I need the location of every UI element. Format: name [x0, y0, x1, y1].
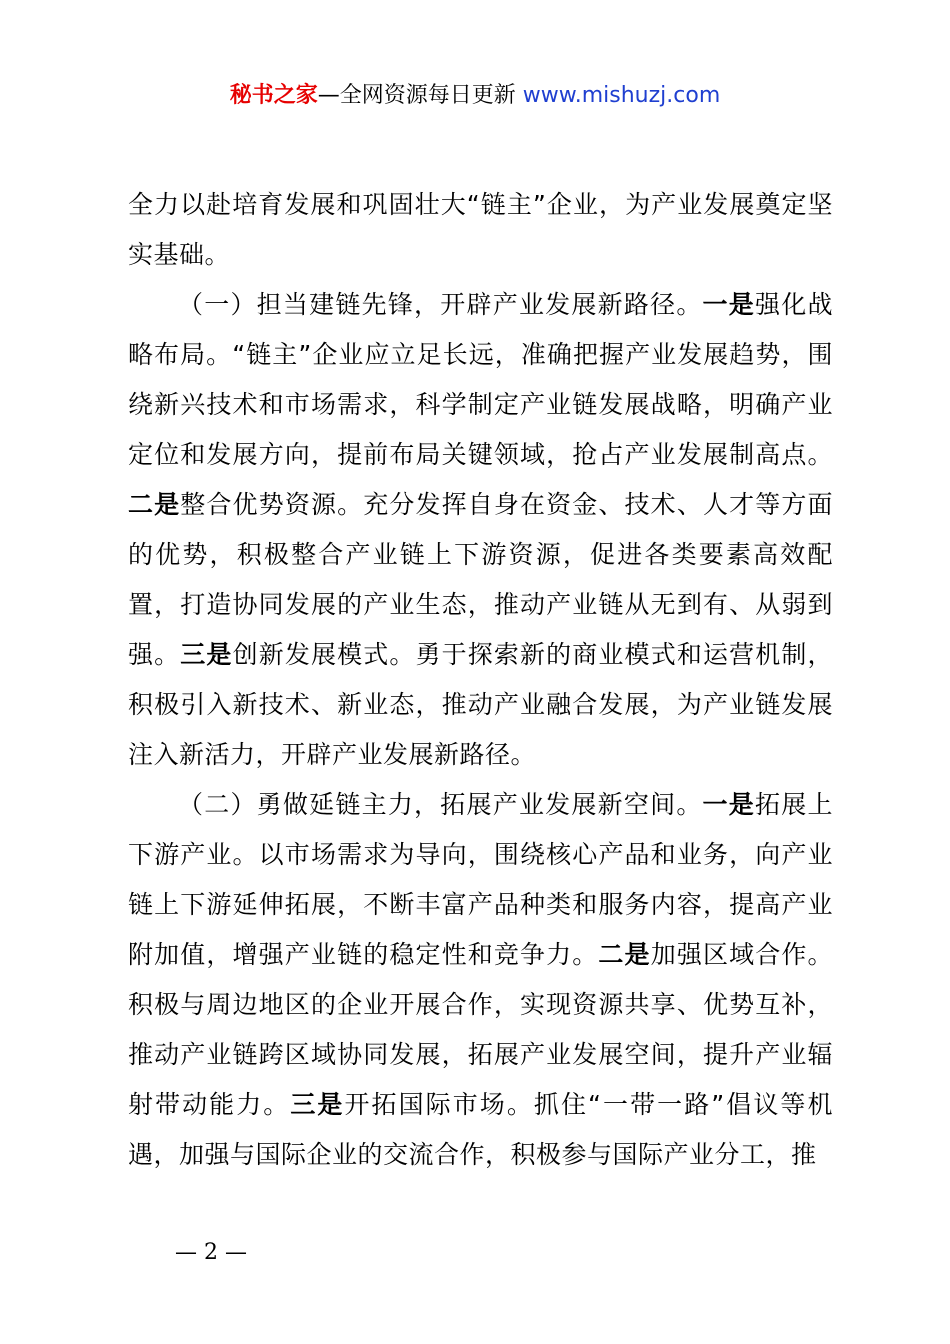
point-1-label: 一是: [702, 290, 756, 319]
point-1-text: 拓展上下游产业。以市场需求为导向，围绕核心产品和业务，向产业链上下游延伸拓展，不断丰富产品种类和服务内容，提高产业附加值，增强产业链的稳定性和竞争力。: [128, 790, 833, 969]
point-3-text: 创新发展模式。勇于探索新的商业模式和运营机制，积极引入新技术、新业态，推动产业融合发展，为产业链发展注入新活力，开辟产业发展新路径。: [128, 640, 833, 769]
point-3-label: 三是: [290, 1090, 345, 1119]
paragraph-2: [128, 280, 833, 780]
point-1-label: 一是: [702, 790, 756, 819]
header-tagline: —全网资源每日更新: [317, 83, 516, 108]
point-3-text: 开拓国际市场。抓住“一带一路”倡议等机遇，加强与国际企业的交流合作，积极参与国际产业分工，推: [128, 1090, 833, 1169]
page-header: [0, 80, 950, 112]
header-url[interactable]: www.mishuzj.com: [522, 83, 721, 108]
point-2-text: 加强区域合作。积极与周边地区的企业开展合作，实现资源共享、优势互补，推动产业链跨区域协同发展，拓展产业发展空间，提升产业辐射带动能力。: [128, 940, 833, 1119]
page-number: — 2 —: [175, 1240, 247, 1265]
point-2-text: 整合优势资源。充分发挥自身在资金、技术、人才等方面的优势，积极整合产业链上下游资源，促进各类要素高效配置，打造协同发展的产业生态，推动产业链从无到有、从弱到强。: [128, 490, 833, 669]
section-2-heading: （二）勇做延链主力，拓展产业发展新空间。: [178, 790, 703, 819]
document-body: [128, 180, 833, 1180]
paragraph-1: 全力以赴培育发展和巩固壮大“链主”企业，为产业发展奠定坚实基础。: [128, 190, 833, 269]
section-1-heading: （一）担当建链先锋，开辟产业发展新路径。: [178, 290, 703, 319]
point-3-label: 三是: [180, 640, 233, 669]
paragraph-3: [128, 780, 833, 1180]
point-2-label: 二是: [598, 940, 651, 969]
header-brand: 秘书之家: [229, 83, 318, 108]
point-1-text: 强化战略布局。“链主”企业应立足长远，准确把握产业发展趋势，围绕新兴技术和市场需求，科学制定产业链发展战略，明确产业定位和发展方向，提前布局关键领域，抢占产业发展制高点。: [128, 290, 833, 469]
point-2-label: 二是: [128, 490, 181, 519]
